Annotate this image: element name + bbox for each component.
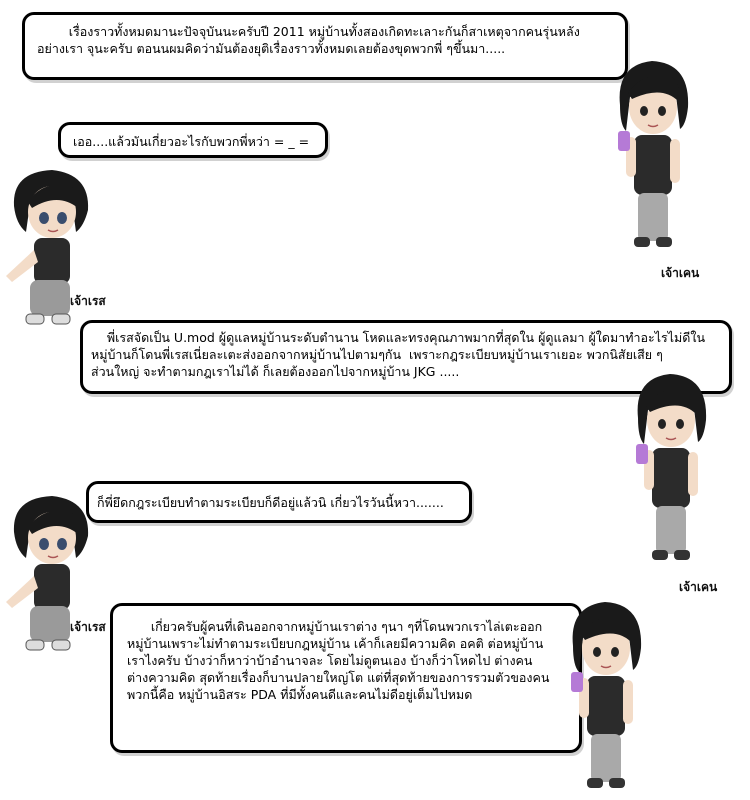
dialogue-text-2: เออ....แล้วมันเกี่ยวอะไรกับพวกพี่หว่า = _ = — [73, 134, 310, 149]
dialogue-text-3: พี่เรสจัดเป็น U.mod ผู้ดูแลหมู่บ้านระดับตำนาน โหดและทรงคุณภาพมากที่สุดใน ผู้ดูแลมา ผู้ใดมาทำอะไรไม่ดีใน หมู่บ้านก็โดนพี่เรสเนี่ยละเตะส่งออกจากหมู่บ้านไปตามๆกัน เพราะกฎระเบียบหมู่บ้านเราเยอะ พวกนิสัยเสีย ๆ ส่วนใหญ่ จะทำตามกฎเราไม่ได้ ก็เลยต้องออกไปจากหมู่บ้าน JKG ..... — [91, 330, 706, 379]
dialogue-text-5: เกี่ยวครับผู้คนที่เดินออกจากหมู่บ้านเราต่าง ๆนา ๆที่โดนพวกเราไล่เตะออก หมู่บ้านเพราะไม่ทำตามระเบียบกฎหมู่บ้าน เค้าก็เลยมีความคิด อคติ ต่อหมู่บ้าน เราไงครับ บ้างว่าก็หาว่าบ้าอำนาจละ โดยไม่ดูตนเอง บ้างก็ว่าโหดไป ต่างคน ต่างความคิด สุดท้ายเรื่องก็บานปลายใหญ่โต แต่ที่สุดท้ายของการรวมตัวของคน พวกนี้คือ หมู่บ้านอิสระ PDA ที่มีทั้งคนดีและคนไม่ดีอยู่เต็มไปหมด — [127, 619, 550, 702]
speech-bubble-5 — [110, 603, 582, 753]
ken-name-label-2: เจ้าเคน — [679, 580, 718, 594]
res-name-label-1: เจ้าเรส — [70, 294, 106, 308]
ken-character-illustration-1 — [602, 55, 702, 255]
ken-name-label-1: เจ้าเคน — [661, 266, 700, 280]
speech-bubble-4 — [86, 481, 472, 523]
speech-bubble-2 — [58, 122, 328, 158]
dialogue-text-4: ก็พี่ยึดกฎระเบียบทำตามระเบียบก็ดีอยู่แล้วนิ เกี่ยวไรวันนี้หวา....... — [97, 495, 444, 510]
dialogue-text-1: เรื่องราวทั้งหมดมานะปัจจุบันนะครับปี 2011 หมู่บ้านทั้งสองเกิดทะเลาะกันก็สาเหตุจากคนรุ่นหลัง อย่างเรา จุนะครับ ตอนนผมคิดว่ามันต้องยุติเรื่องราวทั้งหมดเลยต้องขุดพวกพี่ ๆขึ้นมา..... — [37, 24, 580, 56]
ken-character-illustration-2 — [620, 368, 720, 568]
ken-character-illustration-3 — [555, 596, 655, 796]
res-name-label-2: เจ้าเรส — [70, 620, 106, 634]
speech-bubble-1 — [22, 12, 628, 80]
